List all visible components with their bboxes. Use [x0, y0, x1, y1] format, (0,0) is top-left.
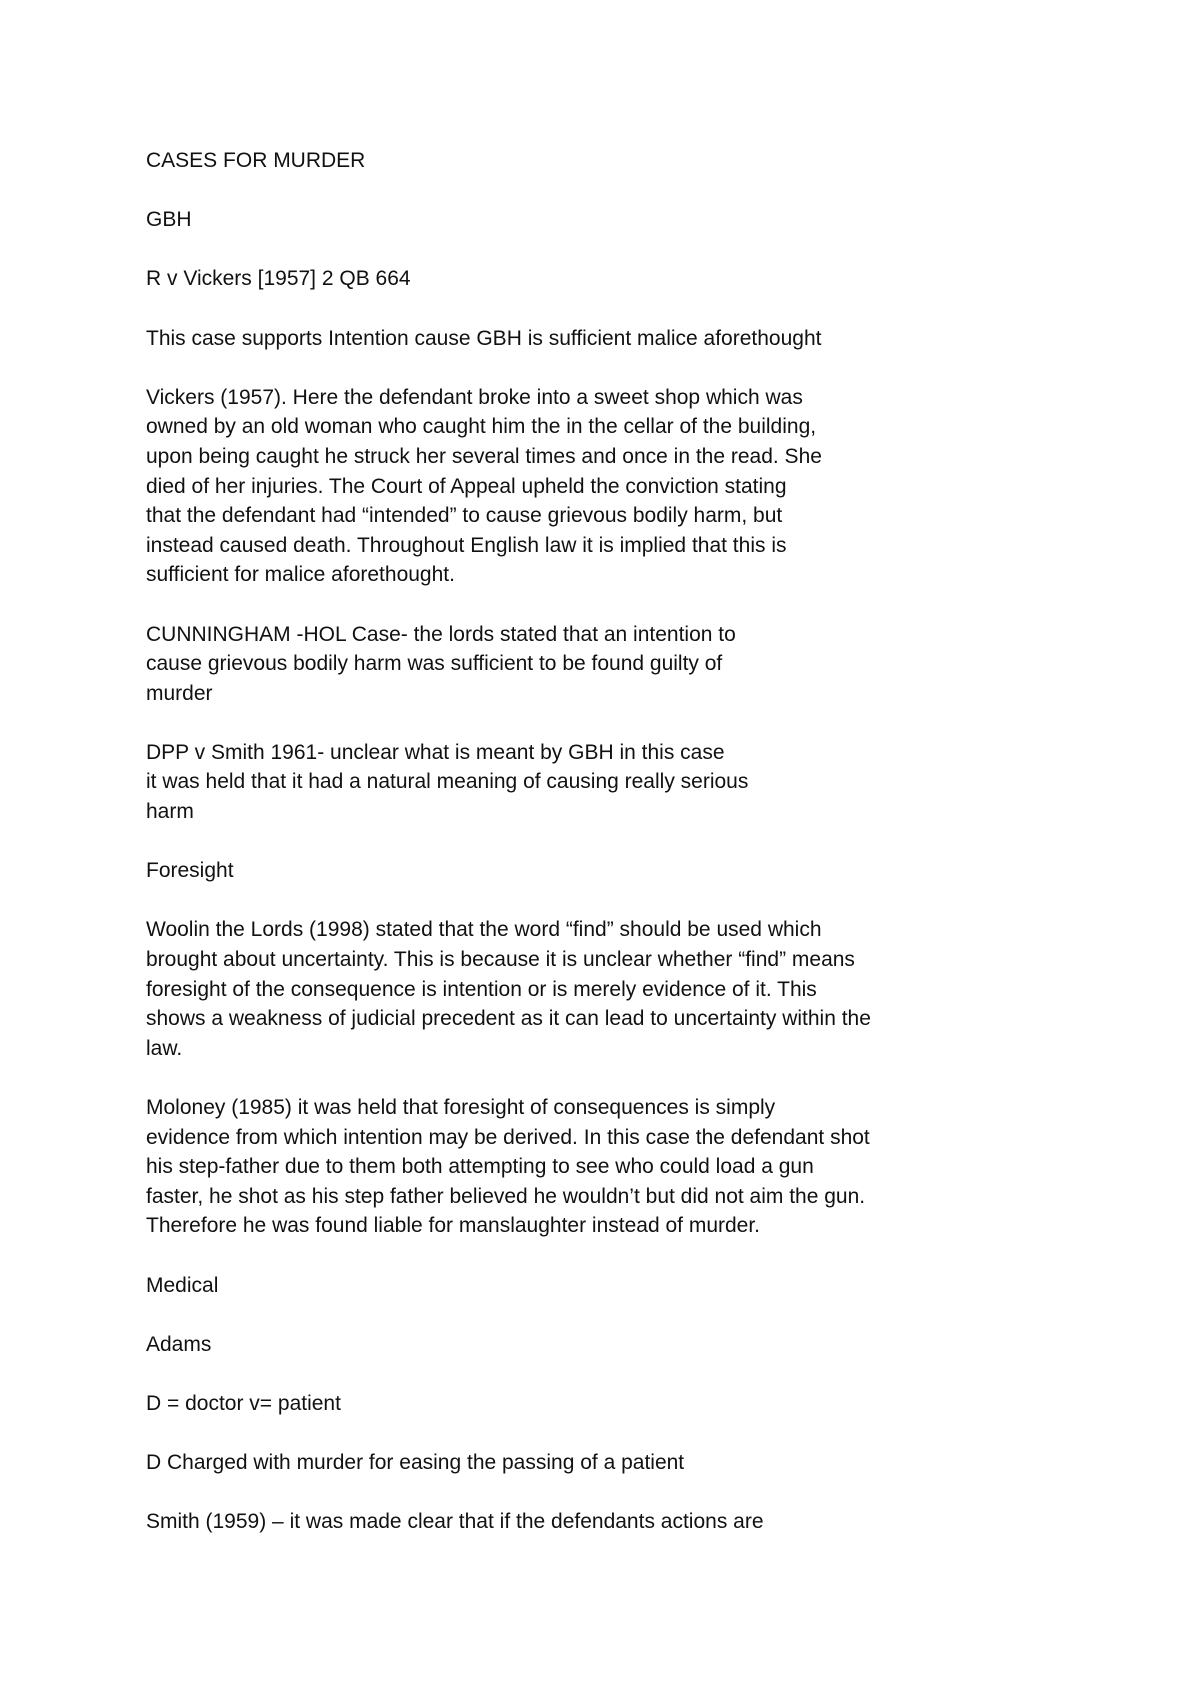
text-line: died of her injuries. The Court of Appeal upheld the conviction stating: [146, 474, 787, 498]
text-line: law.: [146, 1036, 183, 1060]
text-line: that the defendant had “intended” to cause grievous bodily harm, but: [146, 504, 783, 528]
text-line: evidence from which intention may be derived. In this case the defendant shot: [146, 1125, 870, 1149]
text-line: Smith (1959) – it was made clear that if the defendants actions are: [146, 1510, 764, 1534]
text-line: upon being caught he struck her several times and once in the read. She: [146, 444, 822, 468]
text-line: his step-father due to them both attempting to see who could load a gun: [146, 1155, 814, 1179]
paragraph: [146, 856, 946, 886]
paragraph: [146, 915, 946, 1063]
text-line: faster, he shot as his step father believed he wouldn’t but did not aim the gun.: [146, 1184, 866, 1208]
paragraph: [146, 1507, 946, 1537]
text-line: owned by an old woman who caught him the in the cellar of the building,: [146, 415, 817, 439]
paragraph: [146, 324, 946, 354]
text-line: foresight of the consequence is intention or is merely evidence of it. This: [146, 977, 817, 1001]
text-line: brought about uncertainty. This is because it is unclear whether “find” means: [146, 948, 855, 972]
paragraph: [146, 1093, 946, 1241]
text-line: instead caused death. Throughout English law it is implied that this is: [146, 533, 787, 557]
paragraph: [146, 1389, 946, 1419]
text-line: shows a weakness of judicial precedent as it can lead to uncertainty within the: [146, 1007, 871, 1031]
text-line: Foresight: [146, 859, 234, 883]
text-line: D Charged with murder for easing the passing of a patient: [146, 1451, 685, 1475]
paragraph: [146, 264, 946, 294]
paragraph: [146, 383, 946, 590]
paragraph: [146, 738, 946, 827]
text-line: DPP v Smith 1961- unclear what is meant by GBH in this case: [146, 740, 725, 764]
text-line: harm: [146, 800, 194, 824]
text-line: Therefore he was found liable for manslaughter instead of murder.: [146, 1214, 761, 1238]
text-line: CUNNINGHAM -HOL Case- the lords stated that an intention to: [146, 622, 736, 646]
paragraph: [146, 1448, 946, 1478]
text-line: murder: [146, 681, 213, 705]
text-line: This case supports Intention cause GBH is sufficient malice aforethought: [146, 326, 822, 350]
text-line: R v Vickers [1957] 2 QB 664: [146, 267, 411, 291]
text-line: it was held that it had a natural meaning of causing really serious: [146, 770, 749, 794]
text-line: GBH: [146, 208, 192, 232]
text-line: Medical: [146, 1273, 219, 1297]
paragraph: [146, 1271, 946, 1301]
document-title: [146, 146, 946, 176]
text-line: cause grievous bodily harm was sufficient to be found guilty of: [146, 652, 723, 676]
paragraph: [146, 1330, 946, 1360]
paragraph-list: [146, 205, 946, 1537]
text-line: Vickers (1957). Here the defendant broke into a sweet shop which was: [146, 385, 803, 409]
text-line: D = doctor v= patient: [146, 1391, 341, 1415]
document-body: [146, 146, 946, 1567]
paragraph: [146, 205, 946, 235]
paragraph: [146, 620, 946, 709]
text-line: Moloney (1985) it was held that foresight of consequences is simply: [146, 1096, 776, 1119]
text-line: sufficient for malice aforethought.: [146, 563, 455, 587]
title-text: CASES FOR MURDER: [146, 149, 366, 172]
text-line: Adams: [146, 1332, 212, 1356]
text-line: Woolin the Lords (1998) stated that the word “find” should be used which: [146, 918, 822, 942]
